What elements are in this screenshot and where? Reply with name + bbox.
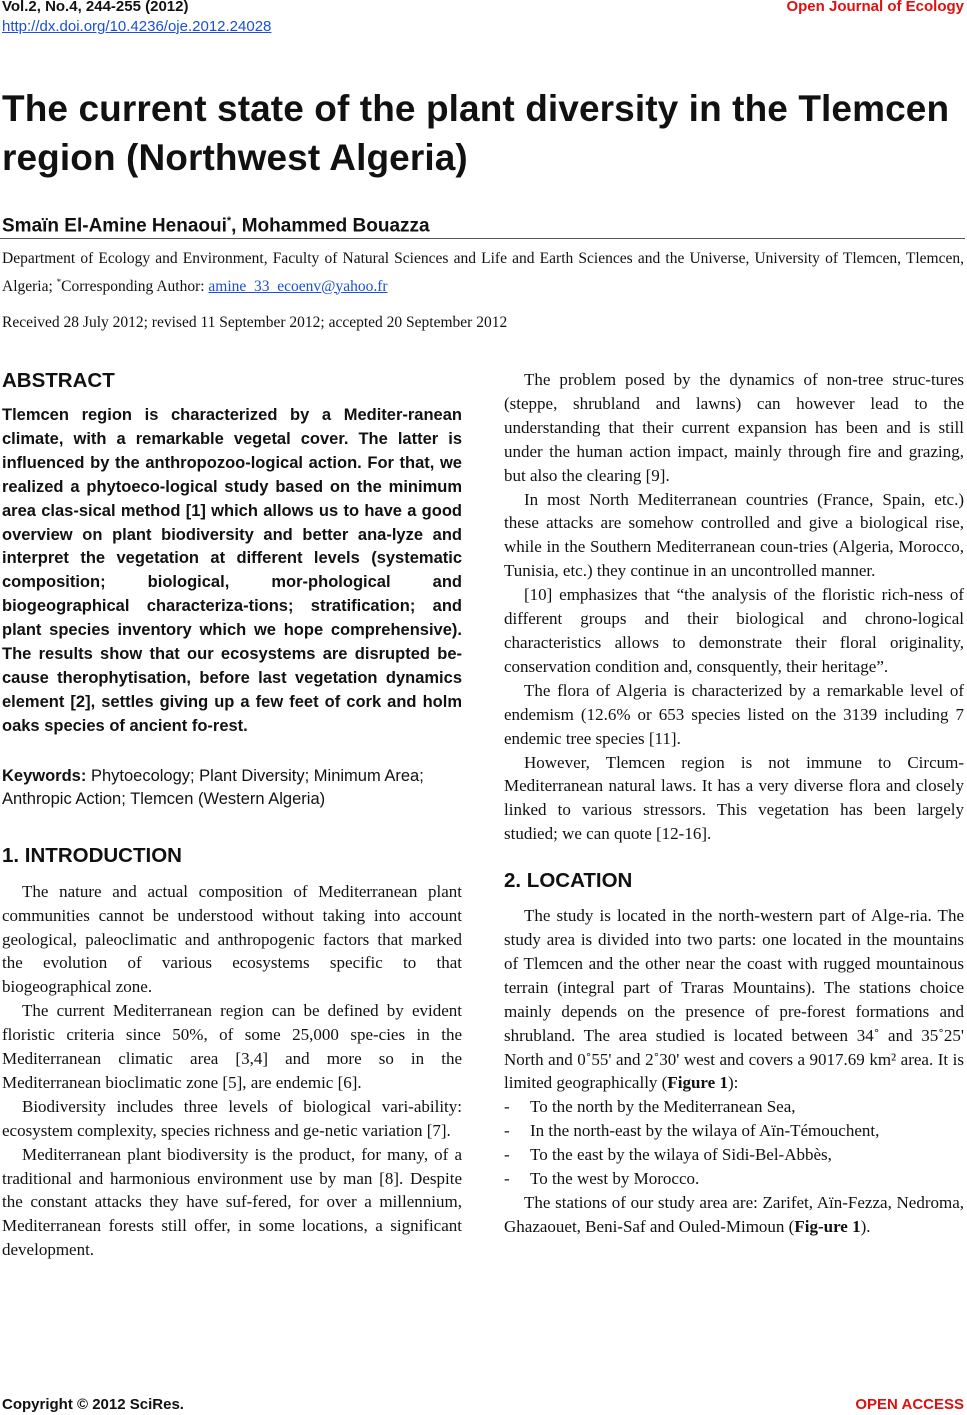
- location-body: [504, 904, 964, 1239]
- received-dates: Received 28 July 2012; revised 11 September 2012; accepted 20 September 2012: [2, 314, 508, 331]
- introduction-body: [2, 880, 462, 1263]
- abstract-heading: ABSTRACT: [2, 369, 115, 392]
- intro-paragraph: [10] emphasizes that “the analysis of the floristic rich-ness of different groups and their biological and chrono-logical characteristics allows to demonstrate their floral originality, conservation condition and, consquently, their heritage”.: [504, 585, 964, 676]
- list-dash: -: [504, 1121, 510, 1141]
- intro-paragraph: The current Mediterranean region can be defined by evident floristic criteria since 50%, of some 25,000 spe-cies in the Mediterranean climatic area [3,4] and more so in the Mediterranean bioclimatic zone [5], are endemic [6].: [2, 1001, 462, 1092]
- location-heading: 2. LOCATION: [504, 869, 633, 893]
- open-access-label: OPEN ACCESS: [855, 1396, 964, 1413]
- paper-title: The current state of the plant diversity in the Tlemcen region (Northwest Algeria): [2, 88, 950, 178]
- list-dash: -: [504, 1169, 510, 1189]
- introduction-heading: 1. INTRODUCTION: [2, 843, 182, 867]
- intro-paragraph: The flora of Algeria is characterized by a remarkable level of endemism (12.6% or 653 species listed on the 3139 including 7 endemic tree species [11].: [504, 680, 964, 748]
- header-divider: [0, 238, 965, 239]
- location-text: The stations of our study area are: Zarifet, Aïn-Fezza, Nedroma, Ghazaouet, Beni-Saf and Ouled-Mimoun (: [504, 1193, 964, 1236]
- corresponding-mark: *: [226, 215, 232, 227]
- volume-info: Vol.2, No.4, 244-255 (2012): [2, 0, 189, 15]
- list-item: [504, 1167, 964, 1191]
- intro-paragraph: The problem posed by the dynamics of non-tree struc-tures (steppe, shrubland and lawns) can however lead to the understanding that their current expansion has been and is still under the human action impact, mainly through fire and grazing, but also the clearing [9].: [504, 370, 964, 485]
- affiliation-text: Department of Ecology and Environment, Faculty of Natural Sciences and Life and Earth Sciences and the Universe, University of Tlemcen, Tlemcen, Algeria;: [2, 250, 964, 295]
- keywords-label: Keywords:: [2, 766, 87, 785]
- copyright: Copyright © 2012 SciRes.: [2, 1396, 184, 1413]
- figure-ref[interactable]: Figure 1: [667, 1073, 728, 1093]
- list-text: To the west by Morocco.: [530, 1169, 700, 1189]
- location-text-end: ):: [727, 1073, 739, 1093]
- list-item: [504, 1119, 964, 1143]
- intro-paragraph: However, Tlemcen region is not immune to Circum-Mediterranean natural laws. It has a very diverse flora and closely linked to various stressors. This vegetation has been largely studied; we can quote [12-16].: [504, 752, 964, 844]
- doi-link[interactable]: http://dx.doi.org/10.4236/oje.2012.24028: [2, 18, 272, 35]
- affiliation: [2, 248, 964, 298]
- keywords-list: Phytoecology; Plant Diversity; Minimum Area; Anthropic Action; Tlemcen (Western Algeria): [2, 766, 424, 808]
- location-text-end: ).: [860, 1216, 871, 1236]
- corresponding-label: Corresponding Author:: [61, 277, 209, 295]
- location-text: The study is located in the north-western part of Alge-ria. The study area is divided into two parts: one located in the mountains of Tlemcen and the other near the coast with rugged mountainous terrain (integral part of Traras Mountains). The stations choice mainly depends on the presence of pre-forest formations and shrubland. The area studied is located between 34˚ and 35˚25' North and 0˚55' and 2˚30' west and covers a 9017.69 km² area. It is limited geographically (: [504, 906, 964, 1093]
- list-item: [504, 1095, 964, 1119]
- abstract-text: Tlemcen region is characterized by a Mediter-ranean climate, with a remarkable vegetal cover. The latter is influenced by the anthropozoo-logical action. For that, we realized a phytoeco-logical study based on the minimum area clas-sical method [1] which allows us to have a good overview on plant biodiversity and better ana-lyze and interpret the vegetation at different levels (systematic composition; biological, mor-phological and biogeographical characteriza-tions; stratification; and plant species inventory which we hope comprehensive). The results show that our ecosystems are disrupted be-cause therophytisation, before last vegetation dynamics element [2], settles giving up a few feet of cork and holm oaks species of ancient fo-rest.: [2, 406, 462, 735]
- list-dash: -: [504, 1097, 510, 1117]
- author-first: Smaïn El-Amine Henaoui: [2, 215, 227, 237]
- figure-ref[interactable]: Fig-ure 1: [794, 1216, 861, 1236]
- author-email-link[interactable]: amine_33_ecoenv@yahoo.fr: [208, 277, 388, 295]
- author-list: [2, 208, 430, 239]
- corresponding-mark-affil: *: [56, 276, 62, 287]
- location-paragraph: [504, 1191, 964, 1239]
- location-paragraph: [504, 904, 964, 1095]
- intro-paragraph: The nature and actual composition of Mediterranean plant communities cannot be understood without taking into account geological, paleoclimatic and anthropogenic factors that marked the evolution of various ecosystems specific to that biogeographical zone.: [2, 881, 462, 997]
- right-column: [504, 368, 964, 1239]
- list-text: In the north-east by the wilaya of Aïn-Témouchent,: [530, 1121, 880, 1141]
- list-dash: -: [504, 1145, 510, 1165]
- author-rest: , Mohammed Bouazza: [231, 215, 430, 237]
- journal-name: Open Journal of Ecology: [786, 0, 964, 15]
- list-item: [504, 1143, 964, 1167]
- keywords: [2, 765, 462, 811]
- left-column: [2, 368, 462, 1262]
- intro-paragraph: In most North Mediterranean countries (France, Spain, etc.) these attacks are somehow controlled and give a biological rise, while in the Southern Mediterranean coun-tries (Algeria, Morocco, Tunisia, etc.) they continue in an uncontrolled manner.: [504, 489, 964, 581]
- list-text: To the north by the Mediterranean Sea,: [530, 1097, 796, 1117]
- intro-paragraph: Mediterranean plant biodiversity is the product, for many, of a traditional and harmonious environment use by man [8]. Despite the constant attacks they have suf-fered, for over a millennium, Mediterranean forests still offer, in some locations, a significant development.: [2, 1144, 462, 1260]
- introduction-continued: [504, 368, 964, 846]
- intro-paragraph: Biodiversity includes three levels of biological vari-ability: ecosystem complexity, species richness and ge-netic variation [7].: [2, 1096, 462, 1140]
- list-text: To the east by the wilaya of Sidi-Bel-Abbès,: [530, 1145, 832, 1165]
